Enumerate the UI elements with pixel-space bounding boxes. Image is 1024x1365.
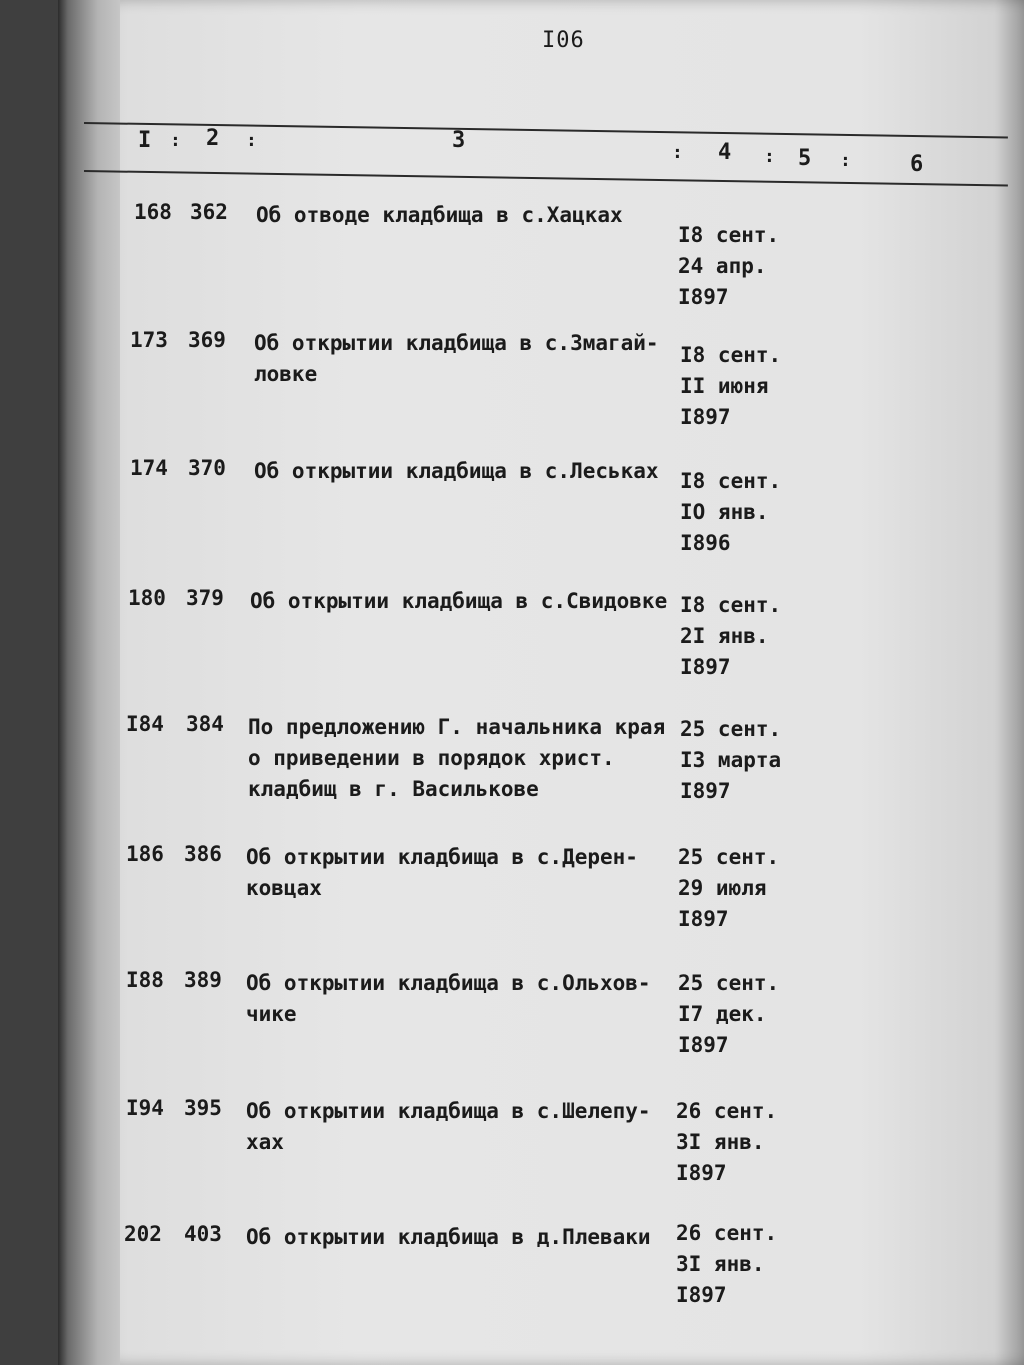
page-shadow (994, 0, 1024, 1365)
list-item (0, 968, 966, 1078)
entry-title (248, 712, 665, 805)
entry-title-line: По предложению Г. начальника края (248, 715, 666, 739)
date-line: I8 сент. (678, 223, 780, 247)
entry-number: I84 (126, 712, 164, 736)
entry-dates (676, 1218, 777, 1311)
entry-dates (680, 714, 781, 807)
header-sep-1: : (170, 130, 181, 151)
list-item (0, 842, 966, 952)
header-col6: 6 (910, 152, 924, 177)
date-line: 3I янв. (676, 1130, 765, 1154)
entry-title (246, 1222, 651, 1253)
entry-title (256, 200, 623, 231)
entry-title-line: Об открытии кладбища в с.Змагай- (254, 331, 659, 355)
header-sep-4: : (764, 146, 775, 167)
entry-title (246, 1096, 651, 1158)
date-line: II июня (680, 374, 769, 398)
entry-number: I88 (126, 968, 164, 992)
entry-dates (678, 220, 779, 313)
file-number: 395 (184, 1096, 222, 1120)
entry-title (250, 586, 667, 617)
list-item (0, 712, 966, 822)
date-line: 24 апр. (678, 254, 767, 278)
header-sep-2: : (246, 130, 257, 151)
entry-title (246, 968, 651, 1030)
entry-title (246, 842, 638, 904)
date-line: I897 (676, 1161, 727, 1185)
entry-number: 174 (130, 456, 168, 480)
entry-dates (678, 842, 779, 935)
date-line: IO янв. (680, 500, 769, 524)
header-col1: I (138, 128, 152, 153)
document-page (58, 0, 1024, 1365)
date-line: I897 (680, 779, 731, 803)
entry-number: 180 (128, 586, 166, 610)
list-item (0, 200, 966, 310)
date-line: 25 сент. (678, 971, 780, 995)
list-item (0, 586, 966, 696)
entry-number: 168 (134, 200, 172, 224)
date-line: 2I янв. (680, 624, 769, 648)
entry-dates (680, 340, 781, 433)
date-line: 25 сент. (678, 845, 780, 869)
entry-title-line: ковцах (246, 876, 322, 900)
entry-dates (680, 590, 781, 683)
date-line: I897 (678, 285, 729, 309)
entry-title-line: чике (246, 1002, 297, 1026)
entry-title-line: Об отводе кладбища в с.Хацках (256, 203, 623, 227)
list-item (0, 328, 966, 438)
entry-title (254, 328, 659, 390)
list-item (0, 1222, 966, 1332)
entry-dates (680, 466, 781, 559)
date-line: 26 сент. (676, 1221, 778, 1245)
list-item (0, 456, 966, 566)
date-line: I7 дек. (678, 1002, 767, 1026)
entry-title-line: Об открытии кладбища в с.Шелепу- (246, 1099, 651, 1123)
date-line: I897 (676, 1283, 727, 1307)
header-bottom-rule (84, 170, 1008, 187)
page-number: I06 (542, 28, 585, 53)
date-line: I897 (680, 405, 731, 429)
entry-title-line: хах (246, 1130, 284, 1154)
date-line: I8 сент. (680, 593, 782, 617)
entry-title-line: Об открытии кладбища в с.Ольхов- (246, 971, 651, 995)
date-line: I8 сент. (680, 469, 782, 493)
entry-number: 173 (130, 328, 168, 352)
date-line: 26 сент. (676, 1099, 778, 1123)
date-line: I8 сент. (680, 343, 782, 367)
header-col4: 4 (718, 140, 732, 165)
file-number: 362 (190, 200, 228, 224)
date-line: 25 сент. (680, 717, 782, 741)
entry-dates (676, 1096, 777, 1189)
header-sep-3: : (672, 142, 683, 163)
entry-title-line: Об открытии кладбища в д.Плеваки (246, 1225, 651, 1249)
date-line: I897 (678, 907, 729, 931)
entry-title-line: Об открытии кладбища в с.Дерен- (246, 845, 638, 869)
entry-dates (678, 968, 779, 1061)
header-sep-5: : (840, 150, 851, 171)
header-col3: 3 (452, 128, 466, 153)
entry-title-line: Об открытии кладбища в с.Свидовке (250, 589, 668, 613)
list-item (0, 1096, 966, 1206)
date-line: I3 марта (680, 748, 782, 772)
file-number: 379 (186, 586, 224, 610)
file-number: 369 (188, 328, 226, 352)
file-number: 370 (188, 456, 226, 480)
date-line: 3I янв. (676, 1252, 765, 1276)
date-line: 29 июля (678, 876, 767, 900)
header-top-rule (84, 122, 1008, 139)
entry-title-line: ловке (254, 362, 318, 386)
entry-number: I94 (126, 1096, 164, 1120)
entry-title-line: о приведении в порядок христ. (248, 746, 615, 770)
entry-title-line: Об открытии кладбища в с.Леськах (254, 459, 659, 483)
entry-title (254, 456, 659, 487)
entry-number: 202 (124, 1222, 162, 1246)
entry-title-line: кладбищ в г. Василькове (248, 777, 539, 801)
file-number: 384 (186, 712, 224, 736)
date-line: I897 (680, 655, 731, 679)
file-number: 389 (184, 968, 222, 992)
file-number: 386 (184, 842, 222, 866)
file-number: 403 (184, 1222, 222, 1246)
header-col2: 2 (206, 126, 220, 151)
date-line: I897 (678, 1033, 729, 1057)
header-col5: 5 (798, 146, 812, 171)
date-line: I896 (680, 531, 731, 555)
entry-number: 186 (126, 842, 164, 866)
